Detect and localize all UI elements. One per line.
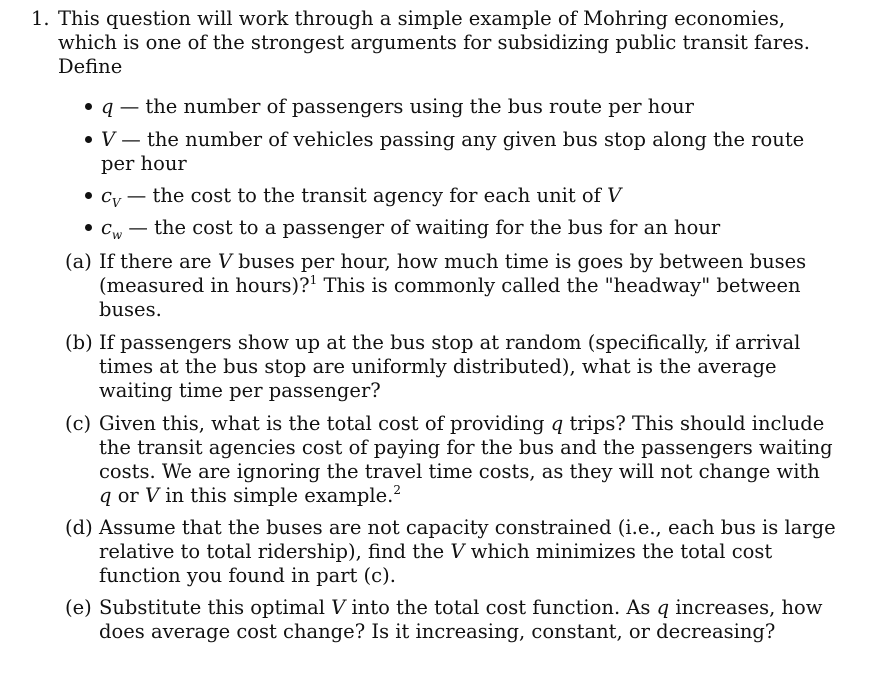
- part-b-line-3: waiting time per passenger?: [99, 379, 381, 402]
- symbol-c: c: [101, 216, 112, 239]
- definition-cw: [101, 216, 720, 240]
- footnote-1: 1: [309, 273, 318, 287]
- bullet-icon: [85, 224, 92, 231]
- part-c-label: (c): [65, 412, 92, 435]
- part-a-line-2: (measured in hours)?$^1$ This is commonly called the "headway" between: [99, 273, 801, 297]
- part-d-label: (d): [65, 516, 93, 539]
- part-b-line-2: times at the bus stop are uniformly distributed), what is the average: [99, 355, 777, 378]
- bullet-icon: [85, 103, 92, 110]
- symbol-q: q: [101, 95, 114, 118]
- part-c-line-4: q or V in this simple example.$^2$: [99, 483, 402, 507]
- definition-cw-text: — the cost to a passenger of waiting for the bus for an hour: [128, 216, 721, 239]
- subscript-w: w: [111, 227, 123, 242]
- part-e-line-2: does average cost change? Is it increasing, constant, or decreasing?: [99, 620, 776, 643]
- definition-V-text: — the number of vehicles passing any given bus stop along the route: [121, 128, 805, 151]
- symbol-V: V: [144, 484, 160, 507]
- part-d-line-1: Assume that the buses are not capacity constrained (i.e., each bus is large: [99, 516, 836, 539]
- subscript-V: V: [111, 195, 121, 210]
- part-e-line-1: Substitute this optimal V into the total cost function. As q increases, how: [99, 596, 823, 619]
- footnote-2: 2: [393, 483, 402, 497]
- symbol-q: q: [99, 484, 112, 507]
- part-b-label: (b): [65, 331, 93, 354]
- definition-V-text-cont: per hour: [101, 152, 187, 175]
- bullet-icon: [85, 192, 92, 199]
- part-a-line-3: buses.: [99, 298, 162, 321]
- definition-q: [101, 95, 694, 119]
- bullet-icon: [85, 136, 92, 143]
- part-c-line-3: costs. We are ignoring the travel time costs, as they will not change with: [99, 460, 820, 483]
- part-a-label: (a): [65, 250, 92, 273]
- definition-cV: [101, 184, 621, 208]
- symbol-V: V: [607, 184, 622, 207]
- part-e-label: (e): [65, 596, 92, 619]
- symbol-V: V: [450, 540, 465, 563]
- part-a-line-1: If there are V buses per hour, how much time is goes by between buses: [99, 250, 807, 273]
- symbol-c: c: [101, 184, 112, 207]
- symbol-q: q: [656, 596, 670, 619]
- intro-line-3: Define: [58, 55, 123, 78]
- symbol-q: q: [550, 412, 564, 435]
- intro-line-2: which is one of the strongest arguments for subsidizing public transit fares.: [58, 31, 810, 54]
- part-c-line-2: the transit agencies cost of paying for the bus and the passengers waiting: [99, 436, 833, 459]
- question-number: 1.: [31, 7, 50, 30]
- definition-q-text: — the number of passengers using the bus route per hour: [119, 95, 694, 118]
- symbol-V: V: [101, 128, 116, 151]
- part-b-line-1: If passengers show up at the bus stop at random (specifically, if arrival: [99, 331, 801, 354]
- definition-cV-text: — the cost to the transit agency for each unit of: [126, 184, 601, 207]
- definition-V: [101, 128, 804, 152]
- part-d-line-3: function you found in part (c).: [99, 564, 396, 587]
- part-c-line-1: Given this, what is the total cost of providing q trips? This should include: [99, 412, 825, 435]
- symbol-V: V: [331, 596, 346, 619]
- symbol-V: V: [217, 250, 232, 273]
- intro-line-1: This question will work through a simple example of Mohring economies,: [58, 7, 786, 30]
- part-d-line-2: relative to total ridership), find the V which minimizes the total cost: [99, 540, 773, 563]
